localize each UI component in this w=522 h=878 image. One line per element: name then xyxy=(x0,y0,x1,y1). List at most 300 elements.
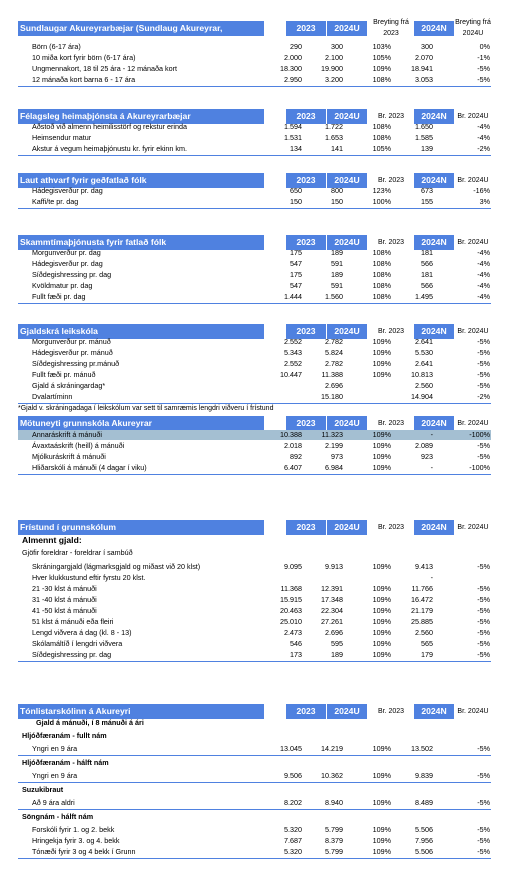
row-label: Tónæði fyrir 3 og 4 bekk í Grunn xyxy=(32,847,136,856)
row-label: 41 -50 klst á mánuði xyxy=(32,606,97,615)
col-header-y2024n: 2024N xyxy=(414,109,454,124)
col-header-br2: Br. 2024U xyxy=(457,420,489,427)
pct-change-2023: 109% xyxy=(372,452,391,461)
value-2024n: - xyxy=(430,430,433,439)
footnote: *Gjald v. skráningadaga í leikskólum var sett til samræmis lengdri viðveru í frístund xyxy=(18,405,274,412)
row-label: 31 -40 klst á mánuði xyxy=(32,595,97,604)
col-header-y2024n: 2024N xyxy=(414,520,454,535)
pct-change-2023: 105% xyxy=(372,144,391,153)
pct-change-2023: 109% xyxy=(372,370,391,379)
pct-change-2024u: -100% xyxy=(469,430,490,439)
value-2023: 10.388 xyxy=(280,430,302,439)
pct-change-2023: 109% xyxy=(372,595,391,604)
pct-change-2024u: -16% xyxy=(473,186,490,195)
value-2024u: 2.199 xyxy=(325,441,343,450)
pct-change-2023: 109% xyxy=(372,825,391,834)
pct-change-2024u: -5% xyxy=(477,370,490,379)
col-header-br2: Br. 2024U xyxy=(457,708,489,715)
col-header-br: Breyting frá 2023 xyxy=(373,19,409,37)
pct-change-2024u: 3% xyxy=(479,197,490,206)
value-2024n: 3.053 xyxy=(415,75,433,84)
value-2024u: 9.913 xyxy=(325,562,343,571)
table-row xyxy=(18,248,491,258)
row-label: Yngri en 9 ára xyxy=(32,744,78,753)
table-row xyxy=(18,606,491,616)
col-header-br2: Br. 2024U xyxy=(457,113,489,120)
section-fristund-header xyxy=(18,518,491,536)
col-header-y2024u: 2024U xyxy=(327,416,367,431)
pct-change-2024u: -5% xyxy=(477,452,490,461)
value-2023: 7.687 xyxy=(284,836,302,845)
value-2024u: 19.900 xyxy=(321,64,343,73)
value-2024u: 10.362 xyxy=(321,771,343,780)
section-underline xyxy=(18,86,491,87)
group-suzuki: Suzukibraut xyxy=(22,785,64,794)
col-header-y2023: 2023 xyxy=(286,324,326,339)
value-2023: 9.095 xyxy=(284,562,302,571)
row-label: Hliðarskóli á mánuði (4 dagar í viku) xyxy=(32,463,147,472)
value-2024n: 2.641 xyxy=(415,359,433,368)
row-label: Forskóli fyrir 1. og 2. bekk xyxy=(32,825,115,834)
pct-change-2024u: -5% xyxy=(477,628,490,637)
pct-change-2023: 109% xyxy=(372,606,391,615)
value-2023: 175 xyxy=(290,248,302,257)
col-header-y2024n: 2024N xyxy=(414,416,454,431)
row-label: Kvöldmatur pr. dag xyxy=(32,281,93,290)
table-row xyxy=(18,639,491,649)
table-row xyxy=(18,562,491,572)
subheading-almennt: Almennt gjald: xyxy=(22,535,82,545)
section-underline xyxy=(18,755,491,756)
value-2024u: 189 xyxy=(331,270,343,279)
row-label: Síðdegishressing pr. dag xyxy=(32,650,112,659)
table-row xyxy=(18,64,491,74)
col-header-y2024u: 2024U xyxy=(327,173,367,188)
value-2024u: 6.984 xyxy=(325,463,343,472)
pct-change-2023: 109% xyxy=(372,836,391,845)
value-2024n: 18.941 xyxy=(411,64,433,73)
table-row xyxy=(18,75,491,85)
value-2023: 8.202 xyxy=(284,798,302,807)
pct-change-2024u: -2% xyxy=(477,392,490,401)
pct-change-2024u: -5% xyxy=(477,617,490,626)
section-underline xyxy=(18,858,491,859)
value-2024u: 595 xyxy=(331,639,343,648)
section-tonlistarskoli-title: Tónlistarskólinn á Akureyri xyxy=(18,704,264,719)
value-2024u: 2.782 xyxy=(325,359,343,368)
row-label: Hádegisverður pr. dag xyxy=(32,259,103,268)
row-label: Gjald á skráningardag* xyxy=(32,381,106,390)
col-header-y2023: 2023 xyxy=(286,173,326,188)
value-2024u: 2.100 xyxy=(325,53,343,62)
pct-change-2024u: -4% xyxy=(477,292,490,301)
pct-change-2024u: -2% xyxy=(477,144,490,153)
pct-change-2023: 108% xyxy=(372,292,391,301)
col-header-y2023: 2023 xyxy=(286,21,326,36)
table-row xyxy=(18,628,491,638)
row-label: Síðdegishressing pr.mánuð xyxy=(32,359,120,368)
pct-change-2024u: -5% xyxy=(477,337,490,346)
group-songnam: Söngnám - hálft nám xyxy=(22,812,94,821)
col-header-y2024n: 2024N xyxy=(414,173,454,188)
value-2024n: 2.070 xyxy=(415,53,433,62)
value-2024u: 141 xyxy=(331,144,343,153)
pct-change-2023: 109% xyxy=(372,562,391,571)
table-row xyxy=(18,441,491,451)
table-row xyxy=(18,836,491,846)
value-2024u: 12.391 xyxy=(321,584,343,593)
pct-change-2024u: -4% xyxy=(477,281,490,290)
table-row xyxy=(18,281,491,291)
value-2023: 150 xyxy=(290,197,302,206)
section-underline xyxy=(18,403,491,404)
value-2023: 1.444 xyxy=(284,292,302,301)
value-2024n: 9.839 xyxy=(415,771,433,780)
value-2024u: 189 xyxy=(331,650,343,659)
value-2024n: 14.904 xyxy=(411,392,433,401)
pct-change-2023: 108% xyxy=(372,75,391,84)
pct-change-2023: 108% xyxy=(372,270,391,279)
pct-change-2023: 109% xyxy=(372,584,391,593)
section-skammtima-title: Skammtímaþjónusta fyrir fatlað fólk xyxy=(18,235,264,250)
pct-change-2024u: -5% xyxy=(477,348,490,357)
table-row xyxy=(18,595,491,605)
pct-change-2024u: -5% xyxy=(477,771,490,780)
row-label: Aðstoð við almenn heimilisstörf og rekstur erinda xyxy=(32,122,188,131)
col-header-y2023: 2023 xyxy=(286,520,326,535)
table-row xyxy=(18,133,491,143)
value-2024u: 11.323 xyxy=(321,430,343,439)
subheading-gjald: Gjald á mánuði, í 8 mánuði á ári xyxy=(36,718,144,727)
value-2024n: 9.413 xyxy=(415,562,433,571)
value-2024u: 3.200 xyxy=(325,75,343,84)
section-underline xyxy=(18,208,491,209)
row-label: Morgunverður pr. mánuð xyxy=(32,337,111,346)
group-halft-nam: Hljóðfæranám - hálft nám xyxy=(22,758,109,767)
value-2023: 20.463 xyxy=(280,606,302,615)
table-row xyxy=(18,259,491,269)
table-row xyxy=(18,270,491,280)
pct-change-2023: 108% xyxy=(372,248,391,257)
value-2024n: 1.650 xyxy=(415,122,433,131)
table-row xyxy=(18,144,491,154)
value-2024n: 155 xyxy=(421,197,433,206)
value-2023: 9.506 xyxy=(284,771,302,780)
col-header-br2: Br. 2024U xyxy=(457,524,489,531)
table-row xyxy=(18,348,491,358)
table-row xyxy=(18,381,491,391)
section-motuneyti-title: Mötuneyti grunnskóla Akureyrar xyxy=(18,416,264,431)
value-2023: 5.320 xyxy=(284,847,302,856)
value-2024u: 22.304 xyxy=(321,606,343,615)
pct-change-2024u: -100% xyxy=(469,463,490,472)
table-row xyxy=(18,430,491,440)
row-label: Heimsendur matur xyxy=(32,133,92,142)
value-2023: 2.552 xyxy=(284,359,302,368)
pct-change-2024u: -4% xyxy=(477,259,490,268)
value-2024n: 10.813 xyxy=(411,370,433,379)
row-label: Skráningargjald (lágmarksgjald og miðast við 20 klst) xyxy=(32,562,201,571)
value-2024n: 16.472 xyxy=(411,595,433,604)
value-2024u: 800 xyxy=(331,186,343,195)
row-label: Síðdegishressing pr. dag xyxy=(32,270,112,279)
value-2024n: 2.089 xyxy=(415,441,433,450)
value-2023: 15.915 xyxy=(280,595,302,604)
value-2024n: 13.502 xyxy=(411,744,433,753)
pct-change-2024u: -5% xyxy=(477,562,490,571)
value-2024n: 8.489 xyxy=(415,798,433,807)
section-laut-title: Laut athvarf fyrir geðfatlað fólk xyxy=(18,173,264,188)
pct-change-2023: 109% xyxy=(372,617,391,626)
row-label: Hringekja fyrir 3. og 4. bekk xyxy=(32,836,120,845)
row-label: 10 miða kort fyrir börn (6-17 ára) xyxy=(32,53,136,62)
value-2023: 11.368 xyxy=(280,584,302,593)
pct-change-2023: 109% xyxy=(372,430,391,439)
value-2024n: 7.956 xyxy=(415,836,433,845)
value-2023: 1.594 xyxy=(284,122,302,131)
value-2024n: 1.495 xyxy=(415,292,433,301)
pct-change-2023: 109% xyxy=(372,348,391,357)
section-underline xyxy=(18,303,491,304)
value-2024n: - xyxy=(430,573,433,582)
value-2024u: 11.388 xyxy=(321,370,343,379)
col-header-y2024n: 2024N xyxy=(414,704,454,719)
section-fristund-title: Frístund í grunnskólum xyxy=(18,520,264,535)
col-header-y2024u: 2024U xyxy=(327,324,367,339)
pct-change-2024u: -5% xyxy=(477,381,490,390)
section-underline xyxy=(18,782,491,783)
value-2024n: 139 xyxy=(421,144,433,153)
table-row xyxy=(18,847,491,857)
pct-change-2023: 109% xyxy=(372,771,391,780)
row-label: Annaráskrift á mánuði xyxy=(32,430,102,439)
value-2024u: 973 xyxy=(331,452,343,461)
table-row xyxy=(18,186,491,196)
row-label: Hádegisverður pr. mánuð xyxy=(32,348,113,357)
col-header-y2024u: 2024U xyxy=(327,21,367,36)
col-header-y2023: 2023 xyxy=(286,235,326,250)
col-header-br2: Br. 2024U xyxy=(457,328,489,335)
value-2023: 2.000 xyxy=(284,53,302,62)
subheading-foreldrar: Gjöfir foreldrar - foreldrar í sambúð xyxy=(22,548,133,557)
value-2024u: 17.348 xyxy=(321,595,343,604)
value-2023: 547 xyxy=(290,281,302,290)
value-2023: 13.045 xyxy=(280,744,302,753)
value-2023: 18.300 xyxy=(280,64,302,73)
value-2024n: 11.766 xyxy=(411,584,433,593)
table-row xyxy=(18,584,491,594)
value-2023: 25.010 xyxy=(280,617,302,626)
row-label: Fullt fæði pr. mánuð xyxy=(32,370,96,379)
value-2024n: 21.179 xyxy=(411,606,433,615)
value-2023: 5.343 xyxy=(284,348,302,357)
pct-change-2023: 109% xyxy=(372,650,391,659)
pct-change-2024u: -5% xyxy=(477,606,490,615)
row-label: Kaffi/te pr. dag xyxy=(32,197,79,206)
value-2024n: 673 xyxy=(421,186,433,195)
value-2024n: 566 xyxy=(421,259,433,268)
table-row xyxy=(18,573,491,583)
pct-change-2024u: -4% xyxy=(477,133,490,142)
pct-change-2023: 108% xyxy=(372,259,391,268)
pct-change-2023: 109% xyxy=(372,463,391,472)
col-header-br: Br. 2023 xyxy=(377,239,405,246)
row-label: 51 klst á mánuði eða fleiri xyxy=(32,617,114,626)
value-2023: 6.407 xyxy=(284,463,302,472)
group-fullt-nam: Hljóðfæranám - fullt nám xyxy=(22,731,107,740)
value-2024u: 8.379 xyxy=(325,836,343,845)
table-row xyxy=(18,392,491,402)
value-2024u: 5.799 xyxy=(325,847,343,856)
pct-change-2024u: -4% xyxy=(477,122,490,131)
value-2023: 2.950 xyxy=(284,75,302,84)
table-row xyxy=(18,370,491,380)
row-label: Lengd viðvera á dag (kl. 8 - 13) xyxy=(32,628,132,637)
value-2024u: 1.722 xyxy=(325,122,343,131)
pct-change-2023: 100% xyxy=(372,197,391,206)
value-2024n: 181 xyxy=(421,270,433,279)
table-row xyxy=(18,744,491,754)
value-2023: 173 xyxy=(290,650,302,659)
section-underline xyxy=(18,474,491,475)
table-row xyxy=(18,197,491,207)
table-row xyxy=(18,771,491,781)
col-header-y2024u: 2024U xyxy=(327,235,367,250)
row-label: Akstur á vegum heimaþjónustu kr. fyrir ekinn km. xyxy=(32,144,187,153)
pct-change-2023: 109% xyxy=(372,628,391,637)
pct-change-2023: 109% xyxy=(372,64,391,73)
pct-change-2024u: -5% xyxy=(477,639,490,648)
value-2024u: 27.261 xyxy=(321,617,343,626)
section-leikskoli-title: Gjaldskrá leikskóla xyxy=(18,324,264,339)
value-2024u: 15.180 xyxy=(321,392,343,401)
pct-change-2023: 109% xyxy=(372,441,391,450)
table-row xyxy=(18,42,491,52)
value-2024u: 14.219 xyxy=(321,744,343,753)
row-label: Hver klukkustund eftir fyrstu 20 klst. xyxy=(32,573,146,582)
table-row xyxy=(18,798,491,808)
value-2024n: 1.585 xyxy=(415,133,433,142)
value-2023: 2.552 xyxy=(284,337,302,346)
value-2024u: 150 xyxy=(331,197,343,206)
row-label: 12 mánaða kort barna 6 - 17 ára xyxy=(32,75,136,84)
value-2024n: 565 xyxy=(421,639,433,648)
pct-change-2023: 109% xyxy=(372,744,391,753)
row-label: Ungmennakort, 18 til 25 ára - 12 mánaða kort xyxy=(32,64,178,73)
pct-change-2024u: -5% xyxy=(477,75,490,84)
table-row xyxy=(18,463,491,473)
section-sundlaugar-header xyxy=(18,19,491,37)
table-row xyxy=(18,53,491,63)
table-row xyxy=(18,359,491,369)
row-label: Ávaxtaáskrift (heill) á mánuði xyxy=(32,441,125,450)
section-sundlaugar-title: Sundlaugar Akureyrarbæjar (Sundlaug Akureyrar, xyxy=(18,21,264,36)
value-2024u: 300 xyxy=(331,42,343,51)
value-2023: 1.531 xyxy=(284,133,302,142)
value-2024n: 300 xyxy=(421,42,433,51)
value-2024u: 2.696 xyxy=(325,628,343,637)
col-header-y2023: 2023 xyxy=(286,704,326,719)
value-2024n: 179 xyxy=(421,650,433,659)
value-2024n: 181 xyxy=(421,248,433,257)
pct-change-2023: 108% xyxy=(372,281,391,290)
pct-change-2024u: -5% xyxy=(477,650,490,659)
pct-change-2023: 109% xyxy=(372,337,391,346)
pct-change-2023: 109% xyxy=(372,798,391,807)
pct-change-2024u: -4% xyxy=(477,270,490,279)
section-underline xyxy=(18,155,491,156)
value-2024u: 5.799 xyxy=(325,825,343,834)
value-2024u: 2.696 xyxy=(325,381,343,390)
value-2023: 2.473 xyxy=(284,628,302,637)
col-header-y2024u: 2024U xyxy=(327,109,367,124)
row-label: Hádegisverður pr. dag xyxy=(32,186,103,195)
pct-change-2023: 109% xyxy=(372,847,391,856)
col-header-br2: Br. 2024U xyxy=(457,239,489,246)
row-label: Mjólkuráskrift á mánuði xyxy=(32,452,106,461)
col-header-y2024n: 2024N xyxy=(414,324,454,339)
value-2024u: 1.560 xyxy=(325,292,343,301)
pct-change-2024u: -5% xyxy=(477,359,490,368)
row-label: Börn (6-17 ára) xyxy=(32,42,81,51)
pct-change-2024u: -5% xyxy=(477,584,490,593)
pct-change-2024u: -5% xyxy=(477,847,490,856)
value-2023: 892 xyxy=(290,452,302,461)
pct-change-2024u: -5% xyxy=(477,825,490,834)
col-header-br: Br. 2023 xyxy=(377,524,405,531)
value-2023: 2.018 xyxy=(284,441,302,450)
value-2023: 290 xyxy=(290,42,302,51)
value-2024n: 2.560 xyxy=(415,628,433,637)
row-label: Skólamáltíð í lengdri viðvera xyxy=(32,639,123,648)
value-2023: 134 xyxy=(290,144,302,153)
row-label: Dvalartíminn xyxy=(32,392,73,401)
value-2024n: 5.506 xyxy=(415,825,433,834)
pct-change-2023: 108% xyxy=(372,133,391,142)
col-header-y2024n: 2024N xyxy=(414,21,454,36)
table-row xyxy=(18,122,491,132)
value-2024u: 189 xyxy=(331,248,343,257)
col-header-br: Br. 2023 xyxy=(377,328,405,335)
value-2023: 10.447 xyxy=(280,370,302,379)
table-row xyxy=(18,825,491,835)
value-2023: 547 xyxy=(290,259,302,268)
table-row xyxy=(18,617,491,627)
pct-change-2024u: -5% xyxy=(477,64,490,73)
row-label: Yngri en 9 ára xyxy=(32,771,78,780)
col-header-y2024u: 2024U xyxy=(327,704,367,719)
value-2024u: 591 xyxy=(331,281,343,290)
value-2024u: 1.653 xyxy=(325,133,343,142)
pct-change-2024u: -5% xyxy=(477,744,490,753)
value-2024n: 5.530 xyxy=(415,348,433,357)
col-header-y2023: 2023 xyxy=(286,416,326,431)
pct-change-2024u: -5% xyxy=(477,798,490,807)
table-row xyxy=(18,292,491,302)
section-underline xyxy=(18,809,491,810)
row-label: Að 9 ára aldri xyxy=(32,798,75,807)
pct-change-2023: 109% xyxy=(372,359,391,368)
pct-change-2024u: -5% xyxy=(477,441,490,450)
row-label: Fullt fæði pr. dag xyxy=(32,292,86,301)
pct-change-2024u: 0% xyxy=(479,42,490,51)
row-label: 21 -30 klst á mánuði xyxy=(32,584,97,593)
section-underline xyxy=(18,661,491,662)
pct-change-2024u: -5% xyxy=(477,836,490,845)
value-2024n: 25.885 xyxy=(411,617,433,626)
value-2024n: 5.506 xyxy=(415,847,433,856)
pct-change-2023: 105% xyxy=(372,53,391,62)
